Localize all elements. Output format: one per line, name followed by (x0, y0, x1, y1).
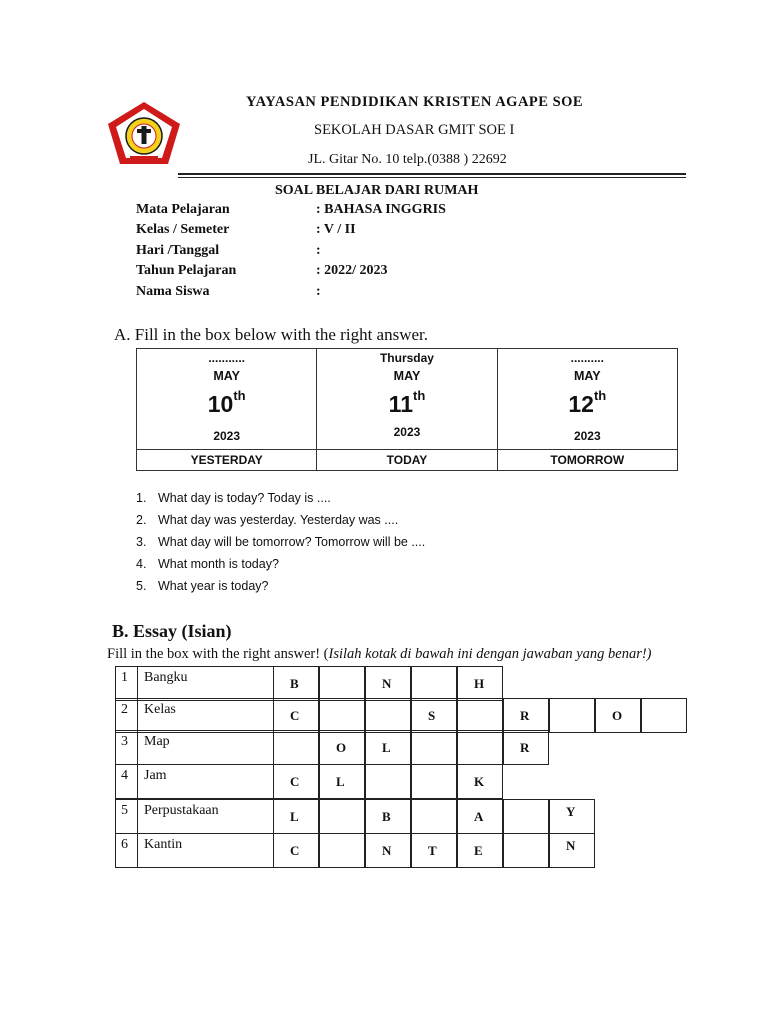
info-value: : (316, 284, 321, 299)
section-b-heading: B. Essay (Isian) (112, 621, 232, 641)
letter-box[interactable] (549, 698, 595, 733)
letter-box[interactable] (319, 698, 365, 733)
question-item: 3. What day will be tomorrow? Tomorrow will be .... (136, 535, 426, 549)
letter-box[interactable] (273, 730, 319, 765)
letter-box[interactable]: C (273, 698, 319, 733)
school-name: SEKOLAH DASAR GMIT SOE I (314, 122, 515, 138)
info-label: Nama Siswa (136, 284, 210, 299)
day-name: ........... (208, 351, 246, 365)
question-item: 5. What year is today? (136, 579, 269, 593)
letter-box[interactable] (503, 833, 549, 868)
letter-box[interactable] (641, 698, 687, 733)
letter-box[interactable]: N (365, 666, 411, 701)
info-value: : 2022/ 2023 (316, 263, 388, 278)
date-number: 12th (568, 388, 607, 417)
letter-box[interactable]: B (365, 799, 411, 834)
info-value: : BAHASA INGGRIS (316, 202, 446, 217)
letter-box[interactable] (319, 833, 365, 868)
month-name: MAY (573, 369, 601, 383)
day-name: Thursday (379, 351, 434, 365)
row-number: 1 (115, 666, 138, 701)
letter-box[interactable]: N (365, 833, 411, 868)
row-word: Jam (137, 764, 274, 799)
letter-box[interactable]: T (411, 833, 457, 868)
header-divider-thick (178, 173, 686, 175)
logo-cross-vertical (142, 126, 147, 144)
letter-box[interactable] (411, 730, 457, 765)
foundation-name: YAYASAN PENDIDIKAN KRISTEN AGAPE SOE (246, 94, 584, 110)
month-name: MAY (213, 369, 240, 383)
letter-box[interactable]: L (319, 764, 365, 799)
school-logo (106, 100, 182, 166)
document-title: SOAL BELAJAR DARI RUMAH (275, 183, 479, 198)
letter-box[interactable]: S (411, 698, 457, 733)
letter-box[interactable]: C (273, 833, 319, 868)
calendar-cell-yesterday (137, 349, 317, 450)
letter-box[interactable]: A (457, 799, 503, 834)
row-number: 4 (115, 764, 138, 799)
school-address: JL. Gitar No. 10 telp.(0388 ) 22692 (308, 152, 507, 167)
header-divider-thin (178, 177, 686, 178)
letter-box[interactable]: B (273, 666, 319, 701)
letter-box[interactable]: Y (549, 799, 595, 834)
year: 2023 (393, 425, 421, 439)
row-number: 6 (115, 833, 138, 868)
letter-box[interactable] (411, 666, 457, 701)
month-name: MAY (393, 369, 421, 383)
row-word: Map (137, 730, 274, 765)
letter-box[interactable]: C (273, 764, 319, 799)
letter-box[interactable] (457, 698, 503, 733)
calendar-cell-today (317, 349, 497, 450)
letter-box[interactable]: L (273, 799, 319, 834)
question-item: 1. What day is today? Today is .... (136, 491, 331, 505)
letter-box[interactable] (319, 799, 365, 834)
letter-box[interactable]: O (595, 698, 641, 733)
letter-box[interactable] (411, 799, 457, 834)
letter-box[interactable]: E (457, 833, 503, 868)
row-number: 3 (115, 730, 138, 765)
info-label: Hari /Tanggal (136, 243, 220, 258)
row-word: Bangku (137, 666, 274, 701)
row-number: 2 (115, 698, 138, 733)
date-number: 11th (388, 388, 426, 417)
logo-cross-horizontal (137, 129, 151, 133)
section-a-heading: A. Fill in the box below with the right answer. (114, 325, 428, 344)
caption-today: TODAY (317, 450, 497, 471)
letter-box[interactable] (411, 764, 457, 799)
info-value: : V / II (316, 222, 356, 237)
caption-yesterday: YESTERDAY (137, 450, 317, 471)
row-word: Kantin (137, 833, 274, 868)
letter-box[interactable]: K (457, 764, 503, 799)
letter-box[interactable] (365, 698, 411, 733)
info-label: Mata Pelajaran (136, 202, 230, 217)
letter-box[interactable]: H (457, 666, 503, 701)
letter-box[interactable] (365, 764, 411, 799)
letter-box[interactable] (457, 730, 503, 765)
date-number: 10th (207, 388, 246, 417)
row-word: Kelas (137, 698, 274, 733)
row-number: 5 (115, 799, 138, 834)
caption-tomorrow: TOMORROW (497, 450, 677, 471)
letter-box[interactable]: L (365, 730, 411, 765)
row-word: Perpustakaan (137, 799, 274, 834)
info-label: Tahun Pelajaran (136, 263, 237, 278)
day-name: .......... (570, 351, 604, 365)
letter-box[interactable]: N (549, 833, 595, 868)
section-b-instruction: Fill in the box with the right answer! (Isilah kotak di bawah ini dengan jawaban yang benar!) (107, 646, 652, 662)
info-value: : (316, 243, 321, 258)
letter-box[interactable]: O (319, 730, 365, 765)
calendar-cell-tomorrow (497, 349, 677, 450)
logo-ribbon (130, 156, 158, 161)
year: 2023 (573, 429, 601, 443)
letter-box[interactable] (319, 666, 365, 701)
letter-box[interactable]: R (503, 698, 549, 733)
year: 2023 (213, 429, 241, 443)
letter-box[interactable]: R (503, 730, 549, 765)
question-list (136, 491, 425, 601)
calendar-table (136, 348, 678, 469)
info-label: Kelas / Semeter (136, 222, 230, 237)
letter-box[interactable] (503, 799, 549, 834)
question-item: 2. What day was yesterday. Yesterday was .... (136, 513, 399, 527)
question-item: 4. What month is today? (136, 557, 279, 571)
